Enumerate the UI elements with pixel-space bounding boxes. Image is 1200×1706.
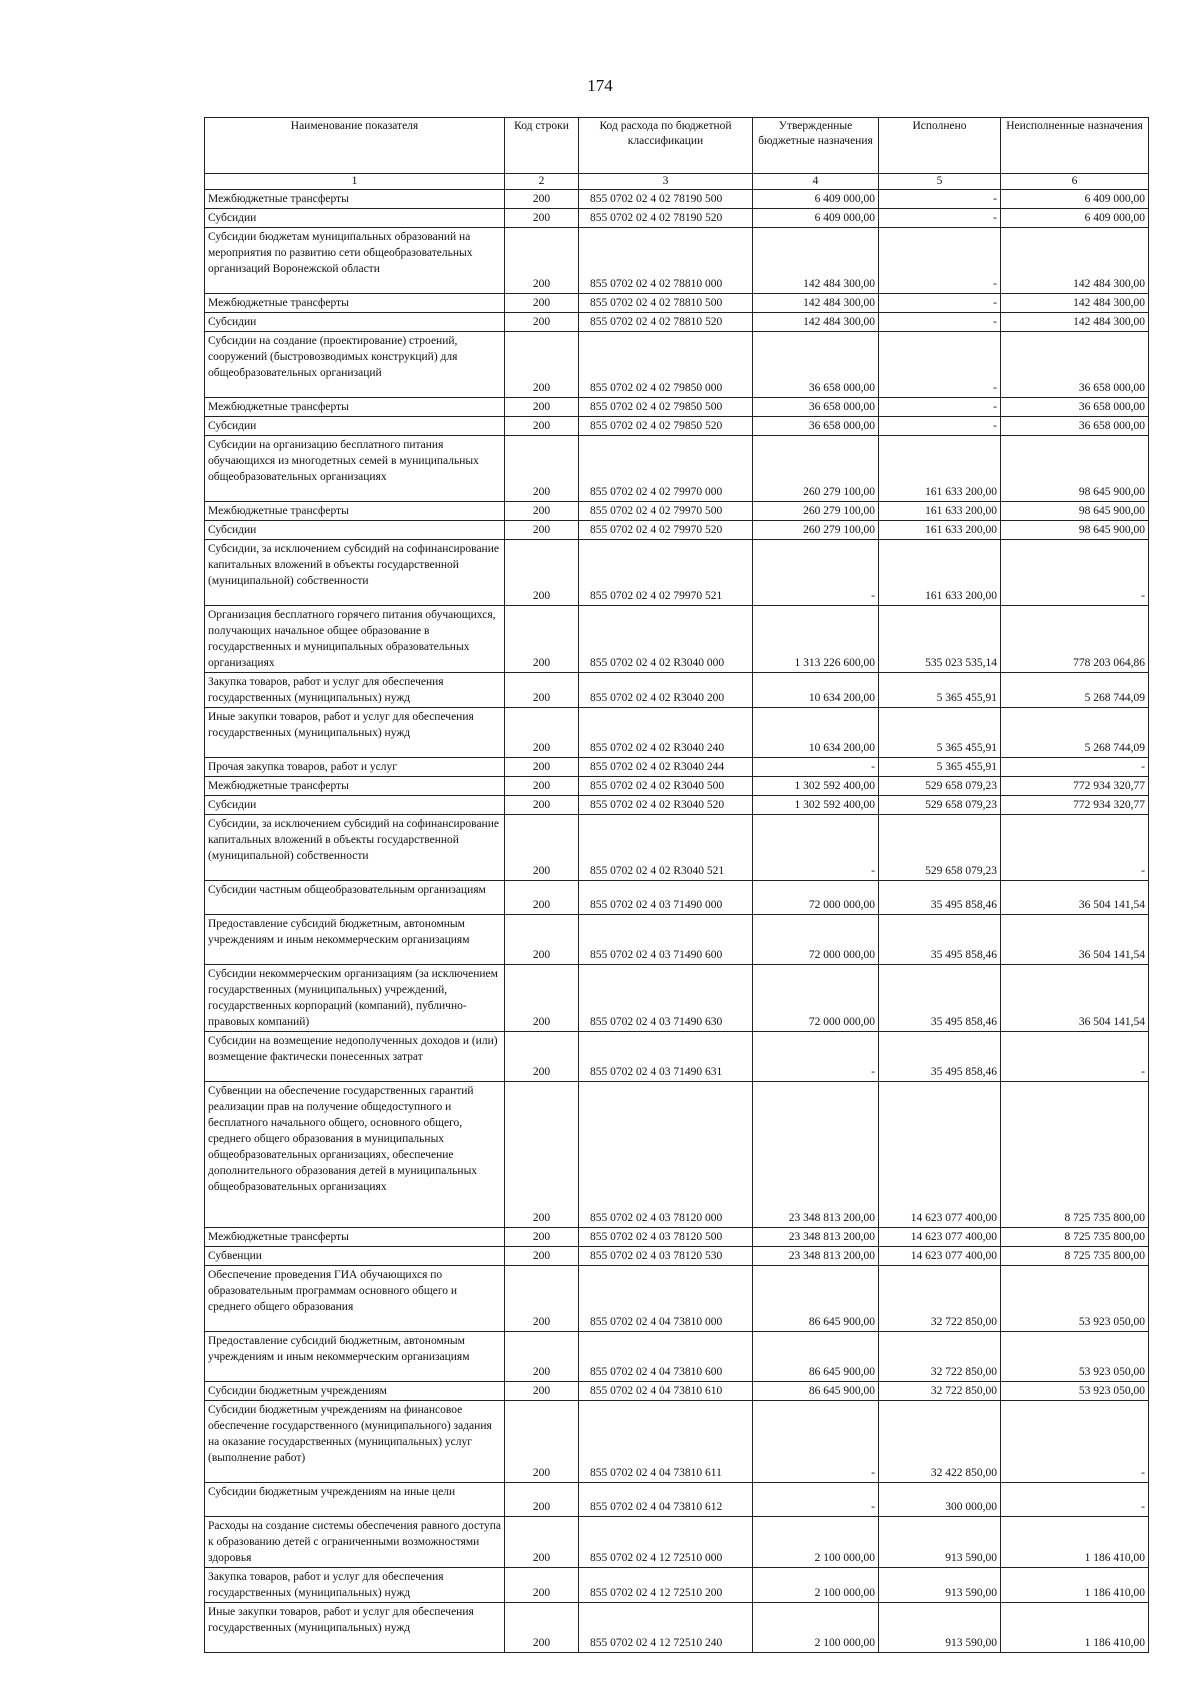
row-approved-amount: 2 100 000,00 [753,1603,879,1653]
row-unexecuted-amount: 36 504 141,54 [1001,881,1149,915]
column-number: 3 [579,174,753,190]
row-name: Субсидии [205,796,505,815]
row-approved-amount: - [753,1483,879,1517]
row-expense-code: 855 0702 02 4 02 R3040 520 [579,796,753,815]
row-unexecuted-amount: - [1001,758,1149,777]
row-expense-code: 855 0702 02 4 04 73810 610 [579,1382,753,1401]
page-number: 174 [587,76,613,95]
table-row [205,190,1149,209]
row-expense-code: 855 0702 02 4 02 R3040 500 [579,777,753,796]
row-executed-amount: - [879,417,1001,436]
row-line-code: 200 [505,1266,579,1332]
row-approved-amount: 1 302 592 400,00 [753,796,879,815]
row-expense-code: 855 0702 02 4 02 R3040 521 [579,815,753,881]
row-unexecuted-amount: 1 186 410,00 [1001,1517,1149,1568]
table-row [205,708,1149,758]
row-line-code: 200 [505,436,579,502]
row-name: Субсидии бюджетным учреждениям [205,1382,505,1401]
row-executed-amount: 529 658 079,23 [879,815,1001,881]
table-row [205,1382,1149,1401]
row-unexecuted-amount: - [1001,815,1149,881]
row-name: Субвенции на обеспечение государственных гарантий реализации прав на получение общедоступного и бесплатного начального общего, основного общего, среднего общего образования в муниципальных общеобразовательных организациях, обеспечение дополнительного образования детей в муниципальных общеобразовательных организациях [205,1082,505,1228]
row-unexecuted-amount: 36 658 000,00 [1001,417,1149,436]
row-name: Расходы на создание системы обеспечения равного доступа к образованию детей с ограниченными возможностями здоровья [205,1517,505,1568]
row-executed-amount: - [879,209,1001,228]
row-unexecuted-amount: - [1001,1032,1149,1082]
row-line-code: 200 [505,1032,579,1082]
row-line-code: 200 [505,313,579,332]
row-unexecuted-amount: 36 658 000,00 [1001,398,1149,417]
row-name: Субсидии, за исключением субсидий на софинансирование капитальных вложений в объекты государственной (муниципальной) собственности [205,815,505,881]
row-expense-code: 855 0702 02 4 02 79850 000 [579,332,753,398]
row-approved-amount: - [753,758,879,777]
budget-execution-table [204,117,1149,1653]
table-row [205,915,1149,965]
row-approved-amount: 23 348 813 200,00 [753,1228,879,1247]
row-line-code: 200 [505,521,579,540]
table-row [205,1517,1149,1568]
column-number: 5 [879,174,1001,190]
row-expense-code: 855 0702 02 4 02 79850 500 [579,398,753,417]
row-name: Прочая закупка товаров, работ и услуг [205,758,505,777]
row-line-code: 200 [505,228,579,294]
table-row [205,881,1149,915]
row-unexecuted-amount: - [1001,1401,1149,1483]
table-row [205,540,1149,606]
row-line-code: 200 [505,777,579,796]
row-executed-amount: 161 633 200,00 [879,436,1001,502]
row-unexecuted-amount: 778 203 064,86 [1001,606,1149,673]
row-line-code: 200 [505,1517,579,1568]
row-expense-code: 855 0702 02 4 12 72510 200 [579,1568,753,1603]
row-line-code: 200 [505,1603,579,1653]
row-expense-code: 855 0702 02 4 02 R3040 000 [579,606,753,673]
row-approved-amount: 6 409 000,00 [753,190,879,209]
row-expense-code: 855 0702 02 4 02 78190 520 [579,209,753,228]
row-executed-amount: 14 623 077 400,00 [879,1247,1001,1266]
table-row [205,1228,1149,1247]
row-line-code: 200 [505,332,579,398]
row-unexecuted-amount: 53 923 050,00 [1001,1332,1149,1382]
row-line-code: 200 [505,502,579,521]
row-unexecuted-amount: 98 645 900,00 [1001,521,1149,540]
row-unexecuted-amount: - [1001,540,1149,606]
row-approved-amount: 36 658 000,00 [753,332,879,398]
row-name: Межбюджетные трансферты [205,777,505,796]
table-row [205,758,1149,777]
row-unexecuted-amount: 98 645 900,00 [1001,436,1149,502]
table-row [205,1266,1149,1332]
table-row [205,521,1149,540]
row-line-code: 200 [505,965,579,1032]
row-unexecuted-amount: 53 923 050,00 [1001,1382,1149,1401]
row-approved-amount: 2 100 000,00 [753,1568,879,1603]
header-line-code: Код строки [505,118,579,174]
row-executed-amount: - [879,398,1001,417]
row-executed-amount: 35 495 858,46 [879,881,1001,915]
row-expense-code: 855 0702 02 4 02 R3040 240 [579,708,753,758]
row-approved-amount: 10 634 200,00 [753,708,879,758]
table-row [205,209,1149,228]
row-executed-amount: - [879,332,1001,398]
row-name: Межбюджетные трансферты [205,190,505,209]
row-executed-amount: 35 495 858,46 [879,915,1001,965]
row-expense-code: 855 0702 02 4 03 78120 500 [579,1228,753,1247]
row-unexecuted-amount: 6 409 000,00 [1001,209,1149,228]
table-row [205,606,1149,673]
row-expense-code: 855 0702 02 4 03 71490 600 [579,915,753,965]
row-unexecuted-amount: 8 725 735 800,00 [1001,1247,1149,1266]
row-unexecuted-amount: 142 484 300,00 [1001,313,1149,332]
row-approved-amount: 72 000 000,00 [753,915,879,965]
row-expense-code: 855 0702 02 4 02 R3040 200 [579,673,753,708]
row-line-code: 200 [505,540,579,606]
row-name: Обеспечение проведения ГИА обучающихся по образовательным программам основного общего и среднего общего образования [205,1266,505,1332]
row-line-code: 200 [505,190,579,209]
row-line-code: 200 [505,1568,579,1603]
row-name: Субсидии на возмещение недополученных доходов и (или) возмещение фактически понесенных затрат [205,1032,505,1082]
row-expense-code: 855 0702 02 4 12 72510 240 [579,1603,753,1653]
row-line-code: 200 [505,606,579,673]
row-expense-code: 855 0702 02 4 02 79850 520 [579,417,753,436]
row-approved-amount: 1 302 592 400,00 [753,777,879,796]
row-executed-amount: 913 590,00 [879,1517,1001,1568]
row-approved-amount: 142 484 300,00 [753,313,879,332]
row-expense-code: 855 0702 02 4 02 78810 500 [579,294,753,313]
row-executed-amount: 913 590,00 [879,1568,1001,1603]
row-executed-amount: 161 633 200,00 [879,502,1001,521]
row-approved-amount: 2 100 000,00 [753,1517,879,1568]
row-name: Субсидии частным общеобразовательным организациям [205,881,505,915]
row-unexecuted-amount: 5 268 744,09 [1001,673,1149,708]
header-row [205,118,1149,174]
column-number: 4 [753,174,879,190]
row-unexecuted-amount: 36 658 000,00 [1001,332,1149,398]
row-executed-amount: 35 495 858,46 [879,1032,1001,1082]
row-unexecuted-amount: 36 504 141,54 [1001,915,1149,965]
row-expense-code: 855 0702 02 4 03 71490 000 [579,881,753,915]
row-executed-amount: 32 722 850,00 [879,1382,1001,1401]
table-row [205,313,1149,332]
row-unexecuted-amount: 53 923 050,00 [1001,1266,1149,1332]
row-name: Субсидии бюджетным учреждениям на иные цели [205,1483,505,1517]
row-unexecuted-amount: 1 186 410,00 [1001,1568,1149,1603]
row-expense-code: 855 0702 02 4 02 R3040 244 [579,758,753,777]
row-name: Субвенции [205,1247,505,1266]
column-number: 6 [1001,174,1149,190]
row-expense-code: 855 0702 02 4 03 71490 630 [579,965,753,1032]
row-name: Субсидии бюджетным учреждениям на финансовое обеспечение государственного (муниципального) задания на оказание государственных (муниципальных) услуг (выполнение работ) [205,1401,505,1483]
row-executed-amount: 5 365 455,91 [879,708,1001,758]
row-line-code: 200 [505,673,579,708]
row-approved-amount: 86 645 900,00 [753,1332,879,1382]
row-line-code: 200 [505,417,579,436]
table-row [205,777,1149,796]
row-name: Межбюджетные трансферты [205,398,505,417]
row-name: Субсидии [205,417,505,436]
row-executed-amount: 300 000,00 [879,1483,1001,1517]
row-line-code: 200 [505,1082,579,1228]
table-row [205,398,1149,417]
row-line-code: 200 [505,1332,579,1382]
row-executed-amount: 32 722 850,00 [879,1332,1001,1382]
row-line-code: 200 [505,708,579,758]
row-line-code: 200 [505,1247,579,1266]
row-name: Организация бесплатного горячего питания обучающихся, получающих начальное общее образование в государственных и муниципальных образовательных организациях [205,606,505,673]
row-approved-amount: - [753,1032,879,1082]
row-expense-code: 855 0702 02 4 04 73810 600 [579,1332,753,1382]
table-row [205,294,1149,313]
header-indicator-name: Наименование показателя [205,118,505,174]
row-name: Закупка товаров, работ и услуг для обеспечения государственных (муниципальных) нужд [205,673,505,708]
row-line-code: 200 [505,398,579,417]
table-row [205,1568,1149,1603]
table-row [205,1247,1149,1266]
row-name: Субсидии некоммерческим организациям (за исключением государственных (муниципальных) учреждений, государственных корпораций (компаний), публично-правовых компаний) [205,965,505,1032]
row-expense-code: 855 0702 02 4 02 78190 500 [579,190,753,209]
row-expense-code: 855 0702 02 4 02 78810 520 [579,313,753,332]
row-unexecuted-amount: 5 268 744,09 [1001,708,1149,758]
row-unexecuted-amount: 772 934 320,77 [1001,796,1149,815]
row-line-code: 200 [505,815,579,881]
row-unexecuted-amount: 772 934 320,77 [1001,777,1149,796]
row-line-code: 200 [505,1401,579,1483]
row-expense-code: 855 0702 02 4 04 73810 611 [579,1401,753,1483]
row-expense-code: 855 0702 02 4 03 78120 000 [579,1082,753,1228]
row-line-code: 200 [505,294,579,313]
row-approved-amount: 72 000 000,00 [753,881,879,915]
row-name: Межбюджетные трансферты [205,502,505,521]
row-line-code: 200 [505,881,579,915]
row-name: Субсидии бюджетам муниципальных образований на мероприятия по развитию сети общеобразовательных организаций Воронежской области [205,228,505,294]
table-row [205,1603,1149,1653]
row-line-code: 200 [505,209,579,228]
row-name: Субсидии [205,209,505,228]
row-executed-amount: 529 658 079,23 [879,777,1001,796]
row-unexecuted-amount: 8 725 735 800,00 [1001,1082,1149,1228]
row-unexecuted-amount: 8 725 735 800,00 [1001,1228,1149,1247]
row-name: Межбюджетные трансферты [205,294,505,313]
header-expense-code: Код расхода по бюджетной классификации [579,118,753,174]
table-row [205,1483,1149,1517]
row-name: Субсидии, за исключением субсидий на софинансирование капитальных вложений в объекты государственной (муниципальной) собственности [205,540,505,606]
row-expense-code: 855 0702 02 4 02 79970 521 [579,540,753,606]
header-executed: Исполнено [879,118,1001,174]
row-approved-amount: - [753,540,879,606]
column-number-row [205,174,1149,190]
row-name: Межбюджетные трансферты [205,1228,505,1247]
row-expense-code: 855 0702 02 4 02 78810 000 [579,228,753,294]
row-approved-amount: 142 484 300,00 [753,228,879,294]
table-row [205,965,1149,1032]
row-name: Субсидии [205,313,505,332]
row-name: Иные закупки товаров, работ и услуг для обеспечения государственных (муниципальных) нужд [205,708,505,758]
row-approved-amount: 72 000 000,00 [753,965,879,1032]
row-approved-amount: - [753,815,879,881]
row-approved-amount: 1 313 226 600,00 [753,606,879,673]
row-executed-amount: 32 422 850,00 [879,1401,1001,1483]
row-unexecuted-amount: 142 484 300,00 [1001,294,1149,313]
table-body [205,190,1149,1653]
row-expense-code: 855 0702 02 4 02 79970 520 [579,521,753,540]
row-unexecuted-amount: 98 645 900,00 [1001,502,1149,521]
row-approved-amount: 6 409 000,00 [753,209,879,228]
row-executed-amount: 161 633 200,00 [879,521,1001,540]
table-row [205,436,1149,502]
row-executed-amount: - [879,294,1001,313]
row-name: Иные закупки товаров, работ и услуг для обеспечения государственных (муниципальных) нужд [205,1603,505,1653]
table-row [205,502,1149,521]
row-expense-code: 855 0702 02 4 02 79970 500 [579,502,753,521]
row-line-code: 200 [505,1228,579,1247]
table-row [205,1332,1149,1382]
row-expense-code: 855 0702 02 4 03 71490 631 [579,1032,753,1082]
row-executed-amount: 161 633 200,00 [879,540,1001,606]
row-expense-code: 855 0702 02 4 03 78120 530 [579,1247,753,1266]
row-unexecuted-amount: 6 409 000,00 [1001,190,1149,209]
row-unexecuted-amount: 1 186 410,00 [1001,1603,1149,1653]
table-row [205,417,1149,436]
row-approved-amount: 86 645 900,00 [753,1266,879,1332]
row-approved-amount: 260 279 100,00 [753,521,879,540]
row-unexecuted-amount: 142 484 300,00 [1001,228,1149,294]
row-executed-amount: - [879,313,1001,332]
row-executed-amount: 535 023 535,14 [879,606,1001,673]
row-line-code: 200 [505,915,579,965]
row-expense-code: 855 0702 02 4 12 72510 000 [579,1517,753,1568]
row-name: Предоставление субсидий бюджетным, автономным учреждениям и иным некоммерческим организациям [205,1332,505,1382]
row-executed-amount: 32 722 850,00 [879,1266,1001,1332]
row-name: Субсидии на создание (проектирование) строений, сооружений (быстровозводимых конструкций) для общеобразовательных организаций [205,332,505,398]
table-row [205,1032,1149,1082]
row-approved-amount: 10 634 200,00 [753,673,879,708]
row-line-code: 200 [505,758,579,777]
row-executed-amount: 14 623 077 400,00 [879,1082,1001,1228]
row-name: Субсидии [205,521,505,540]
row-name: Закупка товаров, работ и услуг для обеспечения государственных (муниципальных) нужд [205,1568,505,1603]
column-number: 2 [505,174,579,190]
header-approved: Утвержденные бюджетные назначения [753,118,879,174]
row-approved-amount: - [753,1401,879,1483]
row-approved-amount: 86 645 900,00 [753,1382,879,1401]
row-executed-amount: - [879,228,1001,294]
column-number: 1 [205,174,505,190]
table-row [205,673,1149,708]
row-executed-amount: 529 658 079,23 [879,796,1001,815]
row-line-code: 200 [505,1382,579,1401]
row-executed-amount: 5 365 455,91 [879,673,1001,708]
row-expense-code: 855 0702 02 4 04 73810 612 [579,1483,753,1517]
row-approved-amount: 142 484 300,00 [753,294,879,313]
table-row [205,815,1149,881]
row-unexecuted-amount: - [1001,1483,1149,1517]
header-unexecuted: Неисполненные назначения [1001,118,1149,174]
row-line-code: 200 [505,796,579,815]
row-approved-amount: 36 658 000,00 [753,417,879,436]
row-name: Предоставление субсидий бюджетным, автономным учреждениям и иным некоммерческим организациям [205,915,505,965]
row-executed-amount: 14 623 077 400,00 [879,1228,1001,1247]
row-name: Субсидии на организацию бесплатного питания обучающихся из многодетных семей в муниципальных общеобразовательных организациях [205,436,505,502]
row-approved-amount: 23 348 813 200,00 [753,1247,879,1266]
row-executed-amount: - [879,190,1001,209]
table-row [205,1082,1149,1228]
row-executed-amount: 913 590,00 [879,1603,1001,1653]
row-executed-amount: 35 495 858,46 [879,965,1001,1032]
table-row [205,1401,1149,1483]
row-line-code: 200 [505,1483,579,1517]
row-expense-code: 855 0702 02 4 02 79970 000 [579,436,753,502]
row-approved-amount: 260 279 100,00 [753,502,879,521]
row-approved-amount: 23 348 813 200,00 [753,1082,879,1228]
row-unexecuted-amount: 36 504 141,54 [1001,965,1149,1032]
table-row [205,332,1149,398]
row-approved-amount: 260 279 100,00 [753,436,879,502]
table-row [205,228,1149,294]
row-expense-code: 855 0702 02 4 04 73810 000 [579,1266,753,1332]
row-approved-amount: 36 658 000,00 [753,398,879,417]
table-row [205,796,1149,815]
row-executed-amount: 5 365 455,91 [879,758,1001,777]
